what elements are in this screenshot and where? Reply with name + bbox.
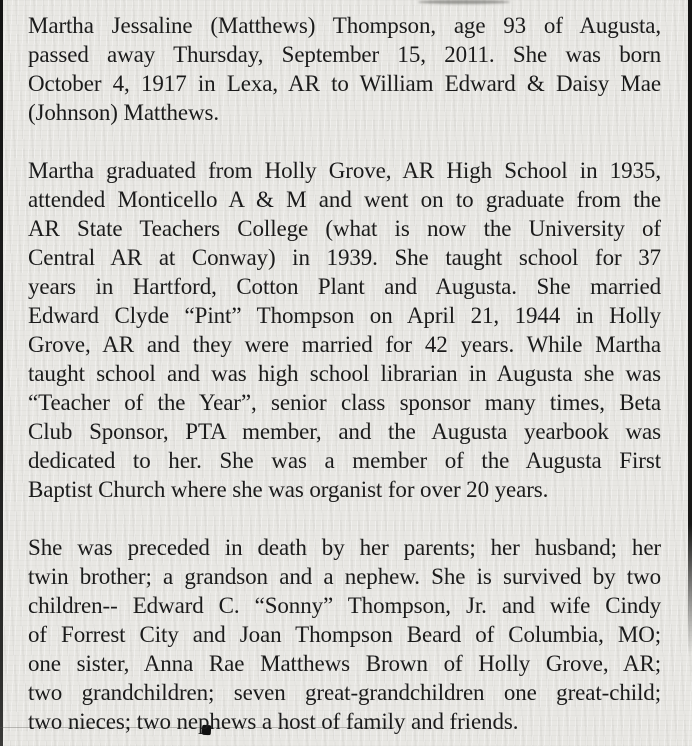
text-line: Baptist Church where she was organist for over 20 years.: [28, 477, 549, 502]
text-line: AR State Teachers College (what is now the University of: [28, 216, 661, 241]
text-line: twin brother; a grandson and a nephew. She is survived by two: [28, 564, 661, 589]
obituary-text: [28, 11, 661, 736]
paragraph: [28, 533, 661, 736]
text-line: taught school and was high school librarian in Augusta she was: [28, 361, 661, 386]
scan-edge-right-artifact: [688, 0, 692, 655]
text-line: of Forrest City and Joan Thompson Beard of Columbia, MO;: [28, 622, 661, 647]
scan-smudge-top-artifact: [418, 0, 510, 4]
text-line: two grandchildren; seven great-grandchildren one great-child;: [28, 680, 661, 705]
paragraph: [28, 156, 661, 504]
text-line: children-- Edward C. “Sonny” Thompson, Jr. and wife Cindy: [28, 593, 661, 618]
text-line: attended Monticello A & M and went on to graduate from the: [28, 187, 661, 212]
text-line: October 4, 1917 in Lexa, AR to William Edward & Daisy Mae: [28, 71, 661, 96]
text-line: one sister, Anna Rae Matthews Brown of Holly Grove, AR;: [28, 651, 661, 676]
text-line: Edward Clyde “Pint” Thompson on April 21, 1944 in Holly: [28, 303, 661, 328]
text-line: dedicated to her. She was a member of the Augusta First: [28, 448, 661, 473]
text-line: Martha graduated from Holly Grove, AR High School in 1935,: [28, 158, 661, 183]
text-line: two nieces; two nephews a host of family and friends.: [28, 709, 519, 734]
scan-edge-left-artifact: [0, 0, 3, 746]
text-line: Grove, AR and they were married for 42 years. While Martha: [28, 332, 661, 357]
text-line: (Johnson) Matthews.: [28, 100, 220, 125]
text-line: Club Sponsor, PTA member, and the Augusta yearbook was: [28, 419, 661, 444]
text-line: years in Hartford, Cotton Plant and Augusta. She married: [28, 274, 661, 299]
text-line: “Teacher of the Year”, senior class sponsor many times, Beta: [28, 390, 661, 415]
text-line: She was preceded in death by her parents; her husband; her: [28, 535, 661, 560]
text-line: Martha Jessaline (Matthews) Thompson, age 93 of Augusta,: [28, 13, 661, 38]
text-line: Central AR at Conway) in 1939. She taught school for 37: [28, 245, 661, 270]
text-line: passed away Thursday, September 15, 2011. She was born: [28, 42, 661, 67]
paragraph: [28, 11, 661, 127]
